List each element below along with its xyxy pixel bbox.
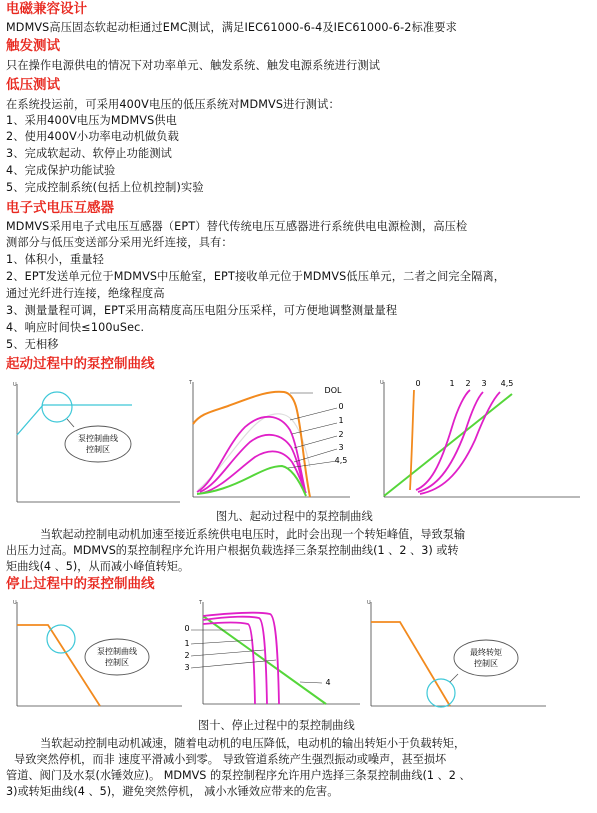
fig9-right-panel (380, 379, 580, 497)
emc-heading: 电磁兼容设计 (6, 1, 87, 17)
stop-paragraph-line-2: 导致突然停机，而非 速度平滑减小到零。 导致管道系统产生强烈振动或噪声，甚至损坏 (14, 753, 447, 766)
fig10-label-0: 0 (184, 624, 190, 633)
ept-heading: 电子式电压互感器 (6, 200, 114, 216)
fig9-middle-panel (188, 380, 350, 497)
ept-line-1: MDMVS采用电子式电压互感器（EPT）替代传统电压互感器进行系统供电电源检测，高压检 (6, 220, 468, 233)
svg-text:U: U (13, 382, 17, 388)
fig9-label-dol: DOL (324, 386, 342, 395)
fig10-middle-panel (184, 600, 360, 704)
ept-line-4: 2、EPT发送单元位于MDMVS中压舱室，EPT接收单元位于MDMVS低压单元，二者之间完全隔离， (6, 270, 506, 283)
fig9-label-3: 3 (338, 443, 344, 452)
svg-text:T: T (199, 600, 203, 606)
lowvolt-line-3: 2、使用400V小功率电动机做负载 (6, 130, 179, 143)
fig9-bubble-line-1: 泵控制曲线 (78, 434, 118, 443)
ept-line-7: 4、响应时间快≤100uSec. (6, 321, 145, 334)
stop-pump-heading: 停止过程中的泵控制曲线 (6, 576, 155, 592)
fig9-label-1: 1 (338, 416, 344, 425)
stop-paragraph-line-1: 当软起动控制电动机减速，随着电动机的电压降低，电动机的输出转矩小于负载转矩， (40, 737, 466, 750)
fig10-left-bubble-line-1: 泵控制曲线 (97, 647, 137, 656)
start-paragraph-line-2: 出压力过高。MDMVS的泵控制程序允许用户根据负载选择三条泵控制曲线(1 、2 、3) 或转 (6, 544, 459, 557)
lowvolt-heading: 低压测试 (6, 77, 60, 93)
ept-line-5: 通过光纤进行连接，绝缘程度高 (6, 287, 165, 300)
fig10-label-1: 1 (184, 639, 190, 648)
fig9-right-label-45: 4,5 (500, 379, 514, 388)
figure-9-start-curves (0, 372, 597, 507)
ept-line-6: 3、测量量程可调，EPT采用高精度高压电阻分压采样，可方便地调整测量量程 (6, 304, 398, 317)
stop-paragraph-line-4: 3)或转矩曲线(4 、5)，避免突然停机， 减小水锤效应带来的危害。 (6, 785, 339, 798)
fig9-left-panel (13, 382, 180, 502)
lowvolt-line-5: 4、完成保护功能试验 (6, 164, 116, 177)
ept-line-3: 1、体积小，重量轻 (6, 253, 104, 266)
lowvolt-line-2: 1、采用400V电压为MDMVS供电 (6, 114, 177, 127)
trigger-line-1: 只在操作电源供电的情况下对功率单元、触发系统、触发电源系统进行测试 (6, 59, 381, 72)
start-paragraph-line-3: 矩曲线(4 、5)，从而减小峰值转矩。 (6, 560, 190, 573)
fig9-right-label-1: 1 (449, 379, 455, 388)
start-paragraph-line-1: 当软起动控制电动机加速至接近系统供电电压时，此时会出现一个转矩峰值，导致泵输 (40, 528, 466, 541)
fig9-label-0: 0 (338, 402, 344, 411)
fig10-label-4: 4 (325, 678, 331, 687)
emc-line-1: MDMVS高压固态软起动柜通过EMC测试，满足IEC61000-6-4及IEC61000-6-2标准要求 (6, 21, 457, 34)
fig9-label-45: 4,5 (334, 456, 348, 465)
fig9-right-label-3: 3 (481, 379, 487, 388)
fig10-label-3: 3 (184, 663, 190, 672)
ept-line-2: 测部分与低压变送部分采用光纤连接，具有： (6, 236, 233, 249)
ept-line-8: 5、无相移 (6, 338, 59, 351)
lowvolt-line-4: 3、完成软起动、软停止功能测试 (6, 147, 172, 160)
fig10-right-panel (367, 600, 546, 707)
fig10-right-bubble-line-1: 最终转矩 (470, 648, 502, 657)
fig10-left-panel (13, 600, 182, 706)
svg-text:U: U (367, 600, 371, 606)
svg-text:T: T (189, 380, 193, 386)
trigger-heading: 触发测试 (6, 38, 60, 54)
fig9-right-label-2: 2 (465, 379, 471, 388)
figure-10-caption: 图十、停止过程中的泵控制曲线 (198, 719, 355, 732)
figure-10-stop-curves (0, 594, 597, 716)
svg-text:U: U (380, 380, 384, 386)
lowvolt-line-6: 5、完成控制系统(包括上位机控制)实验 (6, 181, 204, 194)
svg-text:U: U (13, 600, 17, 606)
lowvolt-line-1: 在系统投运前，可采用400V电压的低压系统对MDMVS进行测试： (6, 98, 340, 111)
fig9-bubble-line-2: 控制区 (86, 445, 110, 454)
stop-paragraph-line-3: 管道、阀门及水泵(水锤效应)。 MDMVS 的泵控制程序允许用户选择三条泵控制曲线(1 、2 、 (6, 769, 471, 782)
start-pump-heading: 起动过程中的泵控制曲线 (6, 356, 155, 372)
fig10-label-2: 2 (184, 651, 190, 660)
fig9-right-label-0: 0 (415, 379, 421, 388)
fig9-label-2: 2 (338, 430, 344, 439)
fig10-left-bubble-line-2: 控制区 (105, 658, 129, 667)
fig10-right-bubble-line-2: 控制区 (474, 659, 498, 668)
figure-9-caption: 图九、起动过程中的泵控制曲线 (216, 510, 373, 523)
